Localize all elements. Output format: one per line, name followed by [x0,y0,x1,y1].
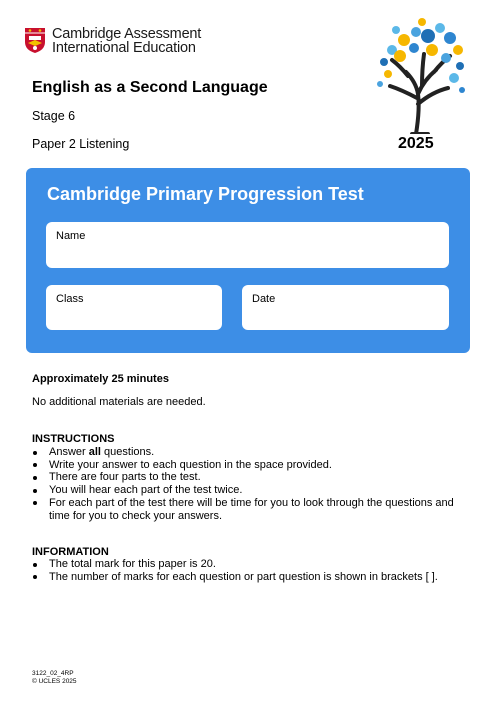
class-label: Class [56,293,84,305]
list-item: The total mark for this paper is 20. [32,558,462,571]
date-field[interactable] [242,285,449,330]
year-label: 2025 [398,135,434,152]
instruction-text-bold: all [88,446,101,458]
panel-title: Cambridge Primary Progression Test [47,184,364,204]
tree-illustration [372,14,468,134]
date-label: Date [252,293,276,305]
instruction-text-pre: Answer [49,446,89,458]
cambridge-shield-icon [24,27,46,54]
logo-text-line1: Cambridge Assessment [52,26,202,42]
name-field[interactable] [46,222,449,268]
footer-code [32,670,77,686]
list-item [32,446,462,459]
name-label: Name [56,230,86,242]
instructions-heading: INSTRUCTIONS [32,433,115,445]
stage-label: Stage 6 [32,109,76,123]
materials-text: No additional materials are needed. [32,396,206,408]
logo-text-line2: International Education [52,40,196,56]
class-field[interactable] [46,285,222,330]
list-item: You will hear each part of the test twice. [32,484,462,497]
list-item: There are four parts to the test. [32,471,462,484]
information-heading: INFORMATION [32,546,109,558]
instructions-list [32,446,462,522]
list-item: The number of marks for each question or part question is shown in brackets [ ]. [32,571,462,584]
paper-code: 3122_02_4RP [32,670,74,677]
information-list [32,558,462,583]
subject-title: English as a Second Language [32,79,268,96]
copyright: © UCLES 2025 [32,678,77,685]
candidate-details-panel [26,168,470,353]
list-item: Write your answer to each question in the space provided. [32,459,462,472]
instruction-text-post: questions. [100,446,155,458]
cambridge-logo [24,27,204,57]
paper-label: Paper 2 Listening [32,137,130,151]
duration-text: Approximately 25 minutes [32,373,169,385]
list-item: For each part of the test there will be time for you to look through the questions and time for you to check your answers. [32,497,462,522]
